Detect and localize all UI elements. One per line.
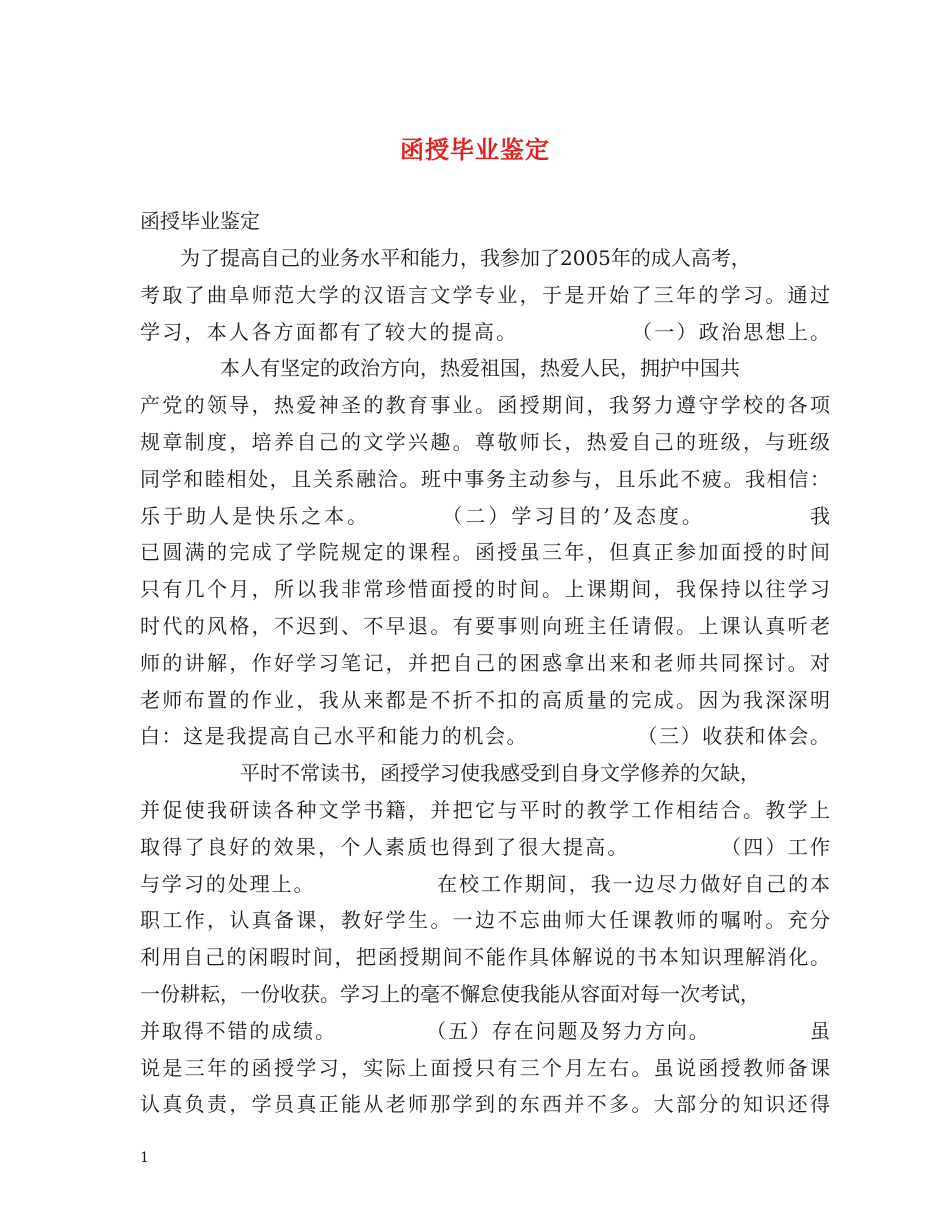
body-line: 本人有坚定的政治方向，热爱祖国，热爱人民，拥护中国共 — [140, 356, 740, 381]
body-line: 白：这是我提高自己水平和能力的机会。 （三）收获和体会。 — [140, 724, 830, 749]
document-title: 函授毕业鉴定 — [400, 135, 550, 164]
body-line: 职工作，认真备课，教好学生。一边不忘曲师大任课教师的嘱咐。充分 — [140, 908, 830, 933]
body-line: 取得了良好的效果，个人素质也得到了很大提高。 （四）工作 — [140, 834, 830, 859]
body-line: 认真负责，学员真正能从老师那学到的东西并不多。大部分的知识还得 — [140, 1092, 830, 1117]
body-line: 老师布置的作业，我从来都是不折不扣的高质量的完成。因为我深深明 — [140, 687, 830, 712]
body-line: 产党的领导，热爱神圣的教育事业。函授期间，我努力遵守学校的各项 — [140, 393, 830, 418]
document-body — [140, 240, 830, 1123]
body-line: 乐于助人是快乐之本。 （二）学习目的’及态度。 我 — [140, 503, 830, 528]
body-line: 同学和睦相处，且关系融洽。班中事务主动参与，且乐此不疲。我相信： — [140, 466, 830, 491]
page-number: 1 — [140, 1150, 149, 1166]
body-line: 一份耕耘，一份收获。学习上的毫不懈怠使我能从容面对每一次考试， — [140, 981, 760, 1006]
body-line: 平时不常读书，函授学习使我感受到自身文学修养的欠缺， — [140, 761, 760, 786]
body-line: 规章制度，培养自己的文学兴趣。尊敬师长，热爱自己的班级，与班级 — [140, 429, 830, 454]
body-line: 为了提高自己的业务水平和能力，我参加了2005年的成人高考， — [140, 246, 751, 270]
document-subtitle: 函授毕业鉴定 — [140, 209, 260, 233]
body-line: 并取得不错的成绩。 （五）存在问题及努力方向。 虽 — [140, 1018, 830, 1043]
body-line: 只有几个月，所以我非常珍惜面授的时间。上课期间，我保持以往学习 — [140, 577, 830, 602]
body-line: 说是三年的函授学习，实际上面授只有三个月左右。虽说函授教师备课 — [140, 1055, 830, 1080]
body-line: 师的讲解，作好学习笔记，并把自己的困惑拿出来和老师共同探讨。对 — [140, 650, 830, 675]
body-line: 并促使我研读各种文学书籍，并把它与平时的教学工作相结合。教学上 — [140, 797, 830, 822]
body-line: 考取了曲阜师范大学的汉语言文学专业，于是开始了三年的学习。通过 — [140, 282, 830, 307]
body-line: 时代的风格，不迟到、不早退。有要事则向班主任请假。上课认真听老 — [140, 613, 830, 638]
body-line: 学习，本人各方面都有了较大的提高。 （一）政治思想上。 — [140, 319, 830, 344]
body-line: 与学习的处理上。 在校工作期间，我一边尽力做好自己的本 — [140, 871, 830, 896]
body-line: 利用自己的闲暇时间，把函授期间不能作具体解说的书本知识理解消化。 — [140, 945, 830, 970]
body-line: 已圆满的完成了学院规定的课程。函授虽三年，但真正参加面授的时间 — [140, 540, 830, 565]
